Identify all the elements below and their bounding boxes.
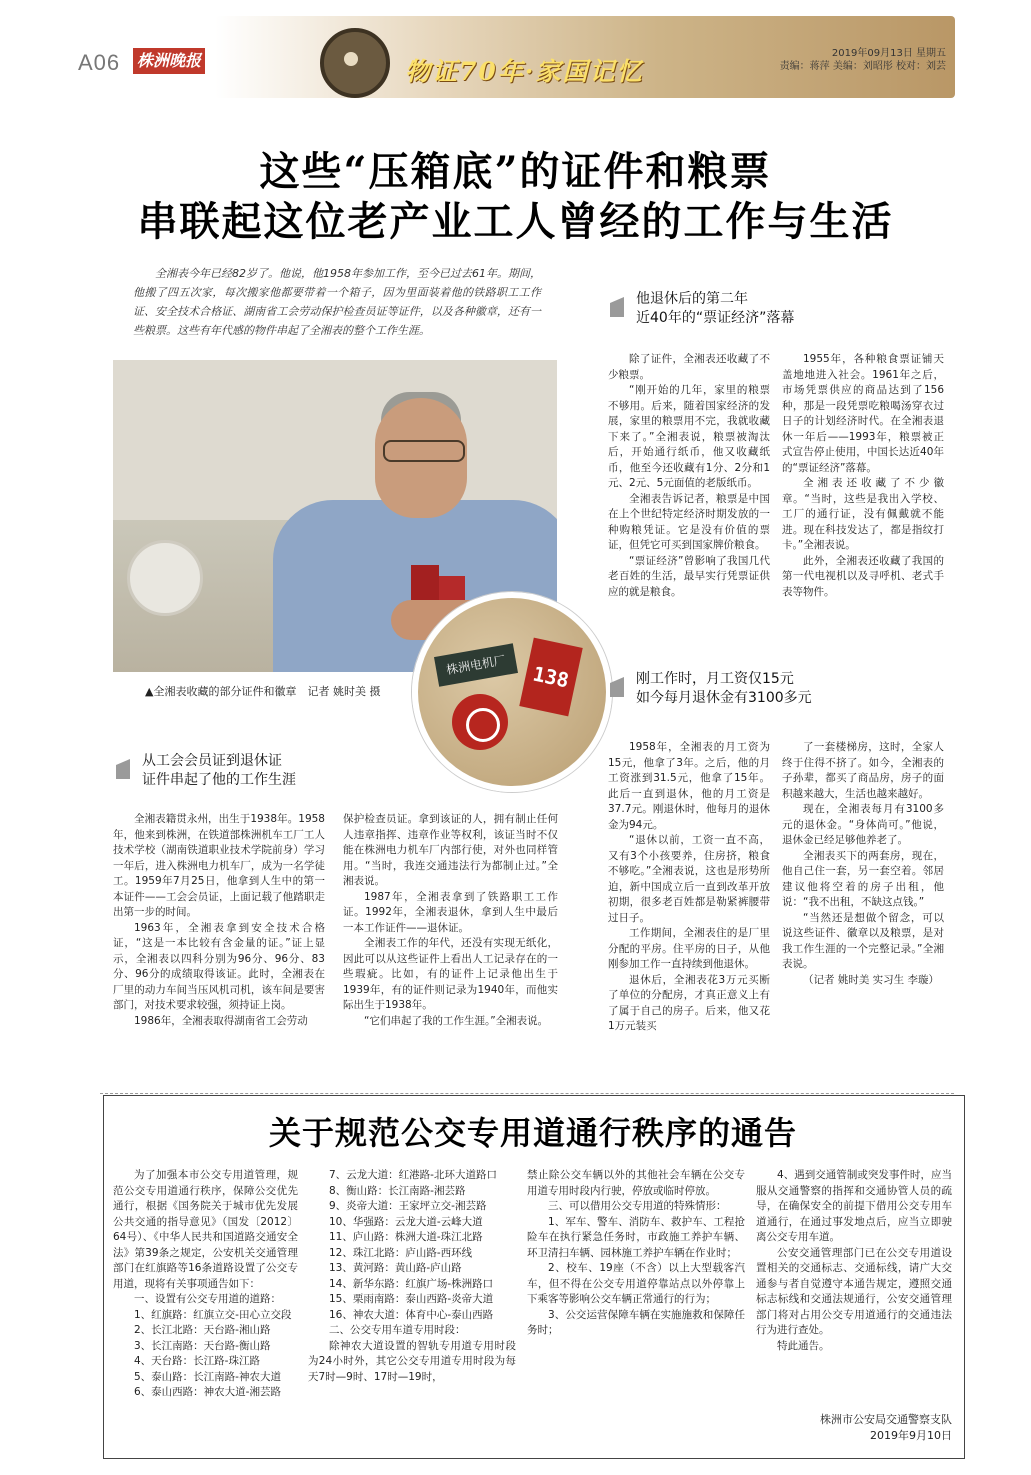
headline-main: 这些“压箱底”的证件和粮票 (259, 148, 772, 195)
paragraph: “刚开始的几年，家里的粮票不够用。后来，随着国家经济的发展，家里的粮票用不完，我就收藏下来了。”全湘表说，粮票被淘汰后，开始通行纸币，他又收藏纸币，他至今还收藏有1分、2分和1元、2元、5元面值的老版纸币。 (608, 384, 770, 489)
list-item: 16、神农大道：体育中心-泰山西路 (329, 1308, 494, 1321)
notice-column2 (308, 1168, 516, 1385)
section3-column2 (782, 740, 944, 988)
fan-shape (127, 540, 203, 616)
list-item: 10、华强路：云龙大道-云峰大道 (329, 1215, 483, 1228)
list-item: 12、珠江北路：庐山路-西环线 (329, 1246, 473, 1259)
paragraph: 全湘表告诉记者，粮票是中国在上个世纪特定经济时期发放的一种购粮凭证。它是没有价值的票证，但凭它可买到国家牌价粮食。 (608, 492, 770, 551)
paragraph: 全湘表买下的两套房，现在，他自己住一套，另一套空着。邻居建议他将空着的房子出租，他说：“我不出租，不缺这点钱。” (782, 849, 944, 908)
subhead-line1: 刚工作时，月工资仅15元 (636, 671, 794, 687)
paragraph: “当然还是想做个留念，可以说这些证件、徽章以及粮票，是对我工作生涯的一个完整记录。”全湘表说。 (782, 911, 944, 970)
notice-title: 关于规范公交专用道通行秩序的通告 (268, 1114, 797, 1152)
subhead-career (116, 752, 416, 790)
section2-column1 (608, 352, 770, 600)
paragraph: 禁止除公交车辆以外的其他社会车辆在公交专用道专用时段内行驶，停放或临时停放。 (527, 1169, 745, 1197)
paragraph: 保护检查员证。拿到该证的人，拥有制止任何人违章指挥、违章作业等权利，该证当时不仅能在株洲电力机车厂内部行使，对外也同样管用。“当时，我连交通违法行为都制止过。”全湘表说。 (343, 813, 558, 887)
list-item: 9、炎帝大道：王家坪立交-湘芸路 (329, 1200, 487, 1212)
list-item: 3、长江南路：天台路-衡山路 (134, 1339, 271, 1352)
subhead-line2: 近40年的“票证经济”落幕 (636, 310, 795, 326)
byline: （记者 姚时美 实习生 李璇） (803, 973, 940, 986)
list-item: 15、栗雨南路：泰山西路-炎帝大道 (329, 1293, 494, 1305)
paragraph: 此外，全湘表还收藏了我国的第一代电视机以及寻呼机、老式手表等物件。 (782, 554, 944, 598)
headline-sub: 串联起这位老产业工人曾经的工作与生活 (137, 198, 894, 245)
issue-info (780, 47, 946, 73)
list-item: 5、泰山路：长江南路-神农大道 (134, 1370, 281, 1383)
subhead-ticket-economy (610, 290, 940, 328)
photo-wall (113, 360, 557, 520)
paragraph: 退休后，全湘表花3万元买断了单位的分配房，才真正意义上有了属于自己的房子。后来，他又花1万元装买 (608, 973, 770, 1032)
paragraph: 1963年，全湘表拿到安全技术合格证，“这是一本比较有含金量的证。”证上显示，全湘表以四科分别为96分、96分、83分、96分的成绩取得该证。此时，全湘表在厂里的动力车间当压风机司机，该车间是要害部门，对技术要求较强，须持证上岗。 (113, 921, 325, 1011)
section1-column1 (113, 812, 325, 1029)
round-badge (452, 694, 508, 750)
paragraph: “票证经济”曾影响了我国几代老百姓的生活，最早实行凭票证供应的就是粮食。 (608, 554, 770, 598)
list-item: 2、长江北路：天台路-湘山路 (134, 1324, 271, 1336)
paragraph: 为了加强本市公交专用道管理，规范公交专用道通行秩序，保障公交优先通行，根据《国务院关于城市优先发展公共交通的指导意见》（国发〔2012〕64号）、《中华人民共和国道路交通安全法》第39条之规定，公安机关交通管理部门在红旗路等16条道路设置了公交专用道，现将有关事项通告如下： (113, 1169, 298, 1290)
list-item: 7、云龙大道：红港路-北环大道路口 (329, 1169, 497, 1181)
list-item: 8、衡山路：长江南路-湘芸路 (329, 1184, 466, 1197)
section2-column2 (782, 352, 944, 600)
section3-column1 (608, 740, 770, 1035)
section1-column2 (343, 812, 558, 1029)
subhead-line2: 证件串起了他的工作生涯 (142, 772, 296, 788)
list-item: 1、军车、警车、消防车、救护车、工程抢险车在执行紧急任务时，市政施工养护车辆、环卫清扫车辆、园林施工养护车辆在作业时； (527, 1215, 745, 1259)
list-item: 2、校车、19座（不含）以上大型载客汽车，但不得在公交专用道停靠站点以外停靠上下乘客等影响公交车辆正常通行的行为； (527, 1262, 745, 1305)
paragraph: 1987年，全湘表拿到了铁路职工工作证。1992年，全湘表退休，拿到人生中最后一本工作证件——退休证。 (343, 890, 558, 934)
photo-caption: ▲全湘表收藏的部分证件和徽章 记者 姚时美 摄 (145, 685, 381, 698)
notice-column4 (756, 1168, 952, 1354)
paragraph: 工作期间，全湘表住的是厂里分配的平房。住平房的日子，从他刚参加工作一直持续到他退休。 (608, 927, 770, 970)
banner-title: 物证70年·家国记忆 (405, 57, 644, 86)
list-item: 14、新华东路：红旗广场-株洲路口 (329, 1277, 494, 1290)
subhead-line2: 如今每月退休金有3100多元 (636, 690, 812, 706)
paragraph: 1986年，全湘表取得湖南省工会劳动 (134, 1014, 308, 1027)
subhead-line1: 他退休后的第二年 (636, 291, 748, 307)
issue-date: 2019年09月13日 星期五 (831, 48, 946, 59)
paragraph: 全湘表工作的年代，还没有实现无纸化，因此可以从这些证件上看出人工记录存在的一些瑕疵。比如，有的证件上记录他出生于1939年，有的证件则记录为1940年，而他实际出生于1938年。 (343, 937, 558, 1011)
paragraph: 1955年，各种粮食票证铺天盖地地进入社会。1961年之后，市场凭票供应的商品达到了156种，那是一段凭票吃粮喝汤穿衣过日子的计划经济时代。在全湘表退休一年后——1993年，粮票被正式宣告停止使用，中国长达近40年的“票证经济”落幕。 (782, 353, 944, 474)
paragraph: 了一套楼梯房，这时，全家人终于住得不挤了。如今，全湘表的子孙辈，都买了商品房，房子的面积越来越大，生活也越来越好。 (782, 741, 944, 800)
list-item: 一、设置有公交专用道的道路： (134, 1293, 281, 1305)
newspaper-logo: 株洲晚报 (133, 48, 205, 74)
notice-date: 2019年9月10日 (870, 1429, 952, 1442)
notice-column1 (113, 1168, 298, 1401)
list-item: 二、公交专用车道专用时段： (329, 1324, 466, 1336)
paragraph: 除了证件，全湘表还收藏了不少粮票。 (608, 353, 770, 381)
paragraph: 全湘表籍贯永州，出生于1938年。1958年，他来到株洲，在铁道部株洲机车工厂工人技术学校（湖南铁道职业技术学院前身）学习一年后，进入株洲电力机车厂，成为一名学徒工。1959年7月25日，他拿到人生中的第一本证件——工会会员证，上面记载了他踏职走出第一步的时间。 (113, 813, 325, 918)
paragraph: 全湘表还收藏了不少徽章。“当时，这些是我出入学校、工厂的通行证，没有佩戴就不能进。现在科技发达了，都是指纹打卡。”全湘表说。 (782, 477, 944, 551)
list-item: 1、红旗路：红旗立交-田心立交段 (134, 1308, 292, 1321)
list-item: 4、天台路：长江路-珠江路 (134, 1355, 260, 1367)
notice-signature (756, 1412, 952, 1444)
subhead-salary (610, 670, 940, 708)
article-lead: 全湘表今年已经82岁了。他说，他1958年参加工作，至今已过去61年。期间，他搬了四五次家，每次搬家他都要带着一个箱子，因为里面装着他的铁路职工工作证、安全技术合格证、湖南省工会劳动保护检查员证等证件，以及各种徽章，还有一些粮票。这些有年代感的物件串起了全湘表的整个工作生涯。 (133, 267, 541, 337)
paragraph: 公安交通管理部门已在公交专用道设置相关的交通标志、交通标线，请广大交通参与者自觉遵守本通告规定，遵照交通标志标线和交通法规通行，公安交通管理部门将对占用公交专用道通行的交通违法行为进行查处。 (756, 1246, 952, 1336)
paragraph: 1958年，全湘表的月工资为15元，他拿了3年。之后，他的月工资涨到31.5元，他拿了15年。此后一直到退休，他的月工资是37.7元。刚退休时，他每月的退休金为94元。 (608, 741, 770, 831)
paragraph: 特此通告。 (777, 1339, 830, 1352)
notice-issuer: 株洲市公安局交通警察支队 (820, 1413, 952, 1426)
paragraph: “它们串起了我的工作生涯。”全湘表说。 (364, 1014, 549, 1027)
list-item: 3、公交运营保障车辆在实施施救和保障任务时； (527, 1308, 745, 1336)
editor-credits: 责编：蒋萍 美编：刘昭彤 校对：刘芸 (779, 61, 946, 72)
subhead-line1: 从工会会员证到退休证 (142, 753, 282, 769)
paragraph: “退休以前，工资一直不高，又有3个小孩要养，住房挤，粮食不够吃。”全湘表说，这也是形势所迫，新中国成立后一直到改革开放初期，很多老百姓都是勒紧裤腰带过日子。 (608, 834, 770, 924)
film-reel-icon (320, 28, 390, 98)
badge-plate: 株洲电机厂 (434, 643, 518, 686)
glasses-shape (383, 440, 465, 462)
section-divider (100, 1093, 954, 1094)
list-item: 4、遇到交通管制或突发事件时，应当服从交通警察的指挥和交通协管人员的疏导，在确保安全的前提下借用公交专用车道通行，在通过事发地点后，应当立即驶离公交专用车道。 (756, 1169, 952, 1243)
badge-photo (412, 592, 612, 792)
list-item: 三、可以借用公交专用道的特殊情形： (548, 1200, 727, 1212)
list-item: 6、泰山西路：神农大道-湘芸路 (134, 1386, 281, 1398)
paragraph: 现在，全湘表每月有3100多元的退休金。“身体尚可。”他说，退休金已经足够他养老了。 (782, 803, 944, 846)
notice-column3 (527, 1168, 745, 1339)
list-item: 13、黄河路：黄山路-庐山路 (329, 1262, 462, 1274)
paragraph: 除神农大道设置的智轨专用道专用时段为24小时外，其它公交专用道专用时段为每天7时—9时、17时—19时， (308, 1339, 516, 1383)
list-item: 11、庐山路：株洲大道-珠江北路 (329, 1231, 483, 1243)
page-number: A06 (78, 50, 121, 75)
number-badge: 138 (519, 638, 582, 717)
